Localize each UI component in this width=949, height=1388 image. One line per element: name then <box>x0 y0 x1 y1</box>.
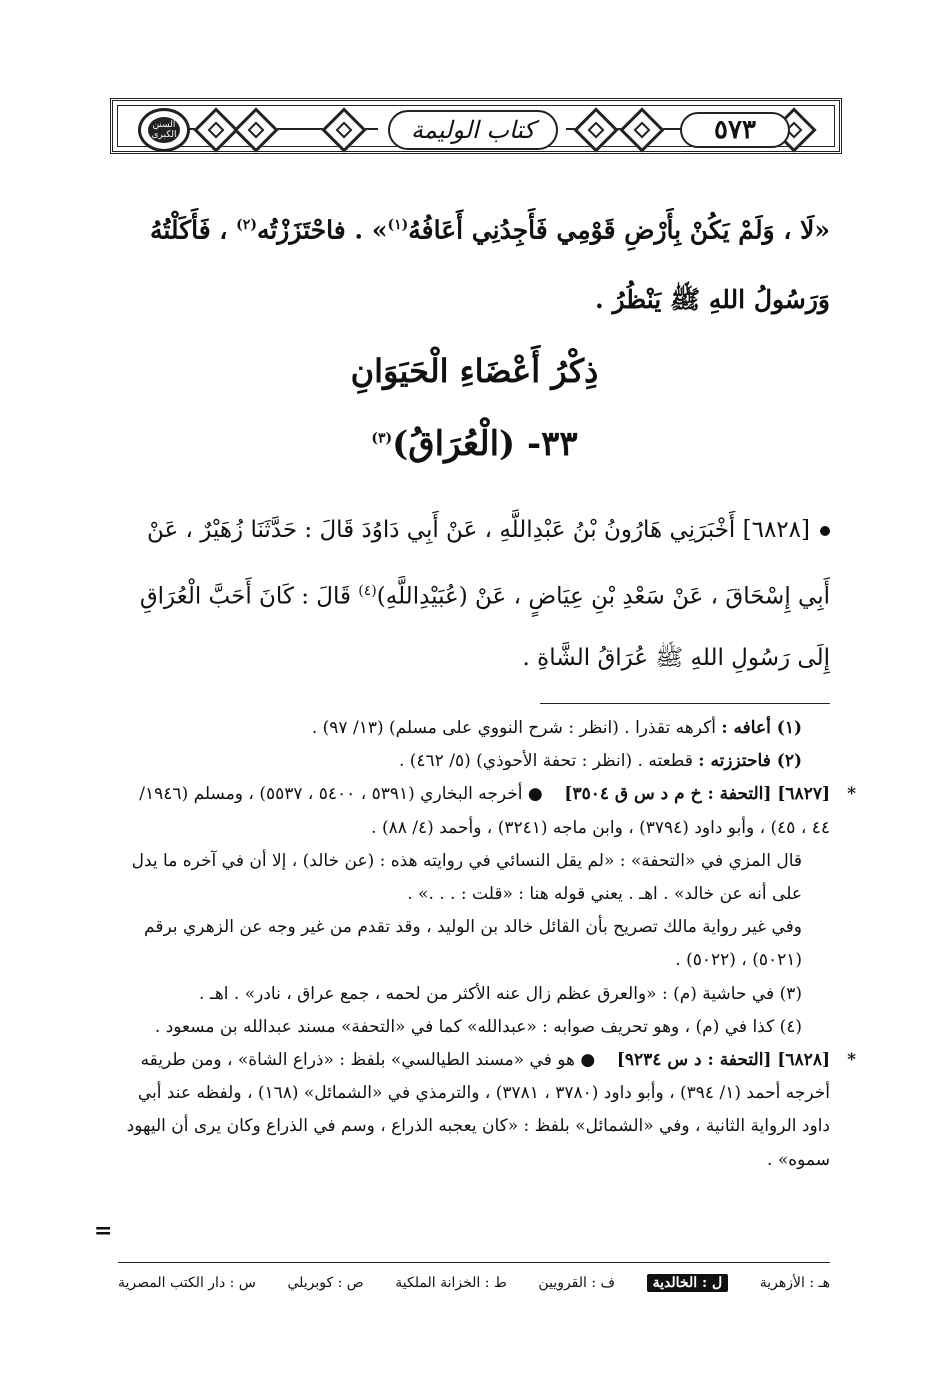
takhrij-text: قال المزي في «التحفة» : «لم يقل النسائي في روايته هذه : (عن خالد) ، إلا أن في آخره ما يدل على أنه عن خالد» . اهـ . يعني قوله هنا : «قلت : . . .» . <box>131 850 802 905</box>
legend-divider <box>118 1262 830 1263</box>
takhrij-text: وفي غير رواية مالك تصريح بأن القائل خالد بن الوليد ، وقد تقدم من غير وجه عن الزهري برقم (٥٠٢١) ، (٥٠٢٢) . <box>144 917 802 971</box>
hadith-text: [٦٨٢٨] أَخْبَرَنِي هَارُونُ بْنُ عَبْدِاللَّهِ ، عَنْ أَبِي دَاوُدَ قَالَ : حَدَّثَنَا زُهَيْرٌ ، عَنْ أَبِي إِسْحَاقَ ، عَنْ سَعْدِ بْنِ عِيَاضٍ ، عَنْ (عُبَيْدِاللَّهِ) <box>147 517 830 610</box>
hadith-6828 <box>118 500 830 689</box>
chapter-title: ذِكْرُ أَعْضَاءِ الْحَيَوَانِ <box>350 352 599 390</box>
takhrij-6828 <box>118 1044 856 1177</box>
emblem-label: السنن الكبرى <box>148 117 180 143</box>
takhrij-note <box>118 911 830 977</box>
book-emblem-icon <box>138 108 190 152</box>
footnote-4 <box>118 1011 830 1044</box>
footnote-divider <box>540 703 830 704</box>
footnote-2 <box>118 745 830 778</box>
legend-item: ص : كوبريلي <box>287 1275 364 1291</box>
header-frame <box>117 105 835 147</box>
footnote-ref: (٤) <box>358 583 377 599</box>
section-title <box>0 424 949 464</box>
hadith-text: » . فاحْتَزَزْتُه <box>256 215 388 245</box>
page-number-cartouche <box>680 112 790 148</box>
book-title: كتاب الوليمة <box>411 116 535 144</box>
star-icon: * <box>847 1050 856 1071</box>
footnote-label: (٢) فاحتززته : <box>698 751 802 772</box>
ornament-knot-icon <box>619 107 664 152</box>
legend-item-highlighted: ل : الخالدية <box>647 1274 729 1292</box>
legend-item: ط : الخزانة الملكية <box>395 1275 507 1291</box>
ornament-knot-icon <box>321 107 366 152</box>
star-icon: * <box>847 784 856 805</box>
hadith-text: «لَا ، وَلَمْ يَكُنْ بِأَرْضِ قَوْمِي فَأَجِدُنِي أَعَافُهُ <box>408 215 830 245</box>
ornament-knot-icon <box>233 107 278 152</box>
takhrij-text: ● هو في «مسند الطيالسي» بلفظ : «ذراع الشاة» ، ومن طريقه أخرجه أحمد (١/ ٣٩٤) ، وأبو داود (٣٧٨٠ ، ٣٧٨١) ، والترمذي في «الشمائل» (١٦٨) ، ولفظه عند أبي داود الرواية الثانية ، وفي «الشمائل» بلفظ : «كان يعجبه الذراع ، وسم في الذراع وكان يرى أن اليهود سموه» . <box>126 1050 830 1170</box>
footnote-text: (٣) في حاشية (م) : «والعرق عظم زال عنه الأكثر من لحمه ، جمع عراق ، نادر» . اهـ . <box>199 983 802 1004</box>
ornament-knot-icon <box>193 107 238 152</box>
footnote-3 <box>118 978 830 1011</box>
takhrij-label: [٦٨٢٧] [التحفة : خ م د س ق ٣٥٠٤] <box>564 784 830 805</box>
section-title-text: ٣٣- (الْعُرَاقُ) <box>392 424 578 464</box>
footnote-1 <box>118 712 830 745</box>
bullet-icon <box>820 526 830 536</box>
page-header <box>110 98 842 154</box>
manuscript-legend <box>118 1268 830 1298</box>
hadith-text: ﷺ يَنْظُرُ . <box>595 285 701 315</box>
hadith-text: ، فَأَكَلْتُهُ وَرَسُولُ اللهِ <box>149 215 830 315</box>
footnote-text: (٤) كذا في (م) ، وهو تحريف صوابه : «عبدالله» كما في «التحفة» مسند عبدالله بن مسعود . <box>154 1016 802 1037</box>
footnote-label: (١) أعافه : <box>721 718 802 738</box>
footnotes <box>118 712 856 1177</box>
continuation-mark: = <box>94 1218 113 1244</box>
hadith-text: قَالَ : كَانَ أَحَبَّ الْعُرَاقِ إِلَى رَسُولِ اللهِ ﷺ عُرَاقُ الشَّاةِ . <box>139 583 830 671</box>
footnote-text: قطعته . (انظر : تحفة الأحوذي) (٥/ ٤٦٢) . <box>398 751 693 772</box>
ornament-knot-icon <box>573 107 618 152</box>
takhrij-label: [٦٨٢٨] [التحفة : د س ٩٢٣٤] <box>616 1050 830 1071</box>
legend-item: ف : القرويين <box>538 1275 616 1291</box>
footnote-ref: (١) <box>387 217 409 233</box>
legend-item: س : دار الكتب المصرية <box>118 1275 256 1291</box>
footnote-ref: (٢) <box>236 217 257 233</box>
footnote-text: أكرهه تقذرا . (انظر : شرح النووي على مسلم) (١٣/ ٩٧) . <box>311 718 716 738</box>
footnote-ref: (٣) <box>371 430 393 447</box>
legend-item: هـ : الأزهرية <box>759 1275 830 1291</box>
page-number: ٥٧٣ <box>714 115 756 145</box>
takhrij-note <box>118 845 830 911</box>
book-title-cartouche <box>388 110 558 150</box>
hadith-continuation <box>118 190 830 335</box>
takhrij-text: ● أخرجه البخاري (٥٣٩١ ، ٥٤٠٠ ، ٥٥٣٧) ، ومسلم (١٩٤٦/ ٤٤ ، ٤٥) ، وأبو داود (٣٧٩٤) ، وابن ماجه (٣٢٤١) ، وأحمد (٤/ ٨٨) . <box>139 784 830 838</box>
takhrij-6827 <box>118 778 856 844</box>
